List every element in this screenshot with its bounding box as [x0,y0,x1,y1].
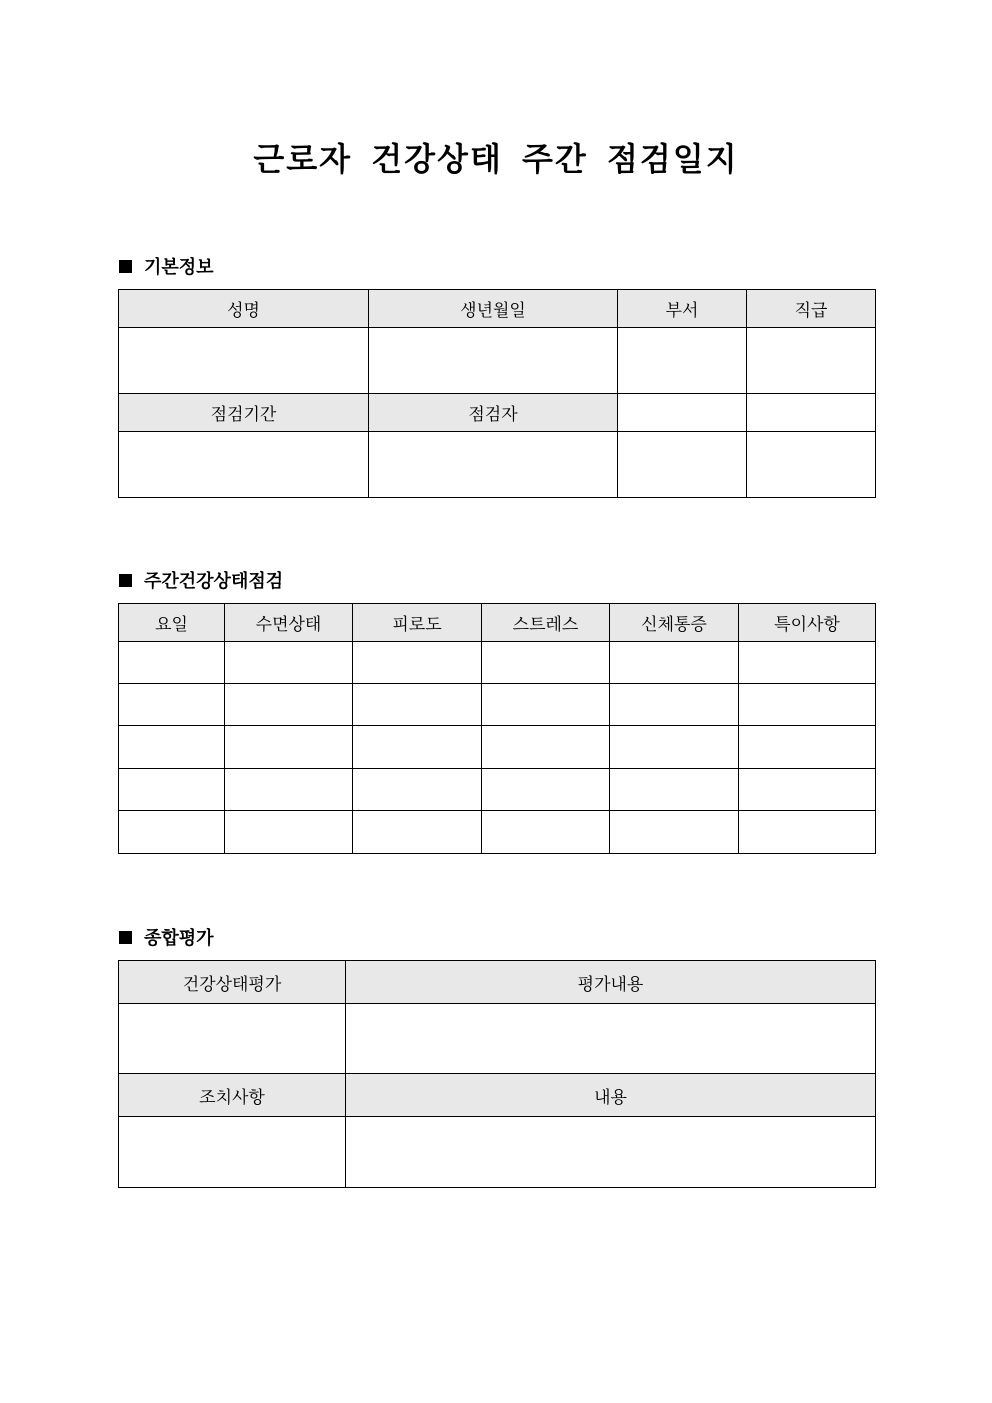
header-cell-birthdate: 생년월일 [369,290,618,328]
inspector-input-cell[interactable] [369,432,618,498]
table-cell[interactable] [119,769,225,811]
table-cell[interactable] [610,726,739,769]
table-header-row [119,394,876,432]
table-cell[interactable] [482,769,610,811]
table-cell[interactable] [119,684,225,726]
table-cell[interactable] [482,726,610,769]
evaluation-table [118,960,876,1188]
table-input-row [119,328,876,394]
table-row [119,811,876,854]
header-cell-remarks: 특이사항 [739,604,876,642]
table-cell[interactable] [482,642,610,684]
page-title: 근로자 건강상태 주간 점검일지 [253,140,739,178]
basic-info-table [118,289,876,498]
table-cell[interactable] [353,684,482,726]
header-cell-body-pain: 신체통증 [610,604,739,642]
empty-cell[interactable] [747,432,876,498]
header-cell-inspector: 점검자 [369,394,618,432]
square-bullet-icon [119,931,132,944]
table-cell[interactable] [739,684,876,726]
table-row [119,769,876,811]
header-cell-name: 성명 [119,290,369,328]
check-period-input-cell[interactable] [119,432,369,498]
table-cell[interactable] [610,811,739,854]
empty-cell[interactable] [747,394,876,432]
table-cell[interactable] [119,811,225,854]
header-cell-department: 부서 [618,290,747,328]
table-cell[interactable] [482,684,610,726]
header-cell-sleep: 수면상태 [225,604,353,642]
table-cell[interactable] [119,642,225,684]
header-cell-stress: 스트레스 [482,604,610,642]
header-cell-actions: 조치사항 [119,1074,346,1117]
table-cell[interactable] [225,769,353,811]
table-cell[interactable] [739,769,876,811]
position-input-cell[interactable] [747,328,876,394]
table-cell[interactable] [225,726,353,769]
empty-cell[interactable] [618,394,747,432]
table-header-row [119,604,876,642]
table-cell[interactable] [610,642,739,684]
table-cell[interactable] [353,769,482,811]
table-cell[interactable] [225,811,353,854]
table-row [119,726,876,769]
table-header-row [119,290,876,328]
table-cell[interactable] [353,811,482,854]
header-cell-check-period: 점검기간 [119,394,369,432]
health-evaluation-input-cell[interactable] [119,1004,346,1074]
table-input-row [119,1004,876,1074]
birthdate-input-cell[interactable] [369,328,618,394]
evaluation-content-input-cell[interactable] [346,1004,876,1074]
table-input-row [119,1117,876,1188]
header-cell-health-evaluation: 건강상태평가 [119,961,346,1004]
empty-cell[interactable] [618,432,747,498]
table-cell[interactable] [353,726,482,769]
table-cell[interactable] [225,684,353,726]
table-input-row [119,432,876,498]
actions-input-cell[interactable] [119,1117,346,1188]
table-cell[interactable] [739,726,876,769]
section-heading-evaluation [119,924,214,950]
content-input-cell[interactable] [346,1117,876,1188]
name-input-cell[interactable] [119,328,369,394]
header-cell-content: 내용 [346,1074,876,1117]
table-row [119,684,876,726]
section-title: 종합평가 [144,928,214,949]
square-bullet-icon [119,260,132,273]
section-title: 기본정보 [144,257,214,278]
table-row [119,642,876,684]
table-cell[interactable] [225,642,353,684]
header-cell-fatigue: 피로도 [353,604,482,642]
department-input-cell[interactable] [618,328,747,394]
square-bullet-icon [119,574,132,587]
header-cell-position: 직급 [747,290,876,328]
header-cell-evaluation-content: 평가내용 [346,961,876,1004]
section-heading-weekly-check [119,567,283,593]
table-cell[interactable] [610,769,739,811]
table-cell[interactable] [739,811,876,854]
table-cell[interactable] [119,726,225,769]
table-cell[interactable] [739,642,876,684]
header-cell-day: 요일 [119,604,225,642]
section-title: 주간건강상태점검 [144,571,284,592]
table-header-row [119,961,876,1004]
table-cell[interactable] [610,684,739,726]
table-header-row [119,1074,876,1117]
table-cell[interactable] [482,811,610,854]
table-cell[interactable] [353,642,482,684]
section-heading-basic-info [119,253,214,279]
weekly-check-table [118,603,876,854]
